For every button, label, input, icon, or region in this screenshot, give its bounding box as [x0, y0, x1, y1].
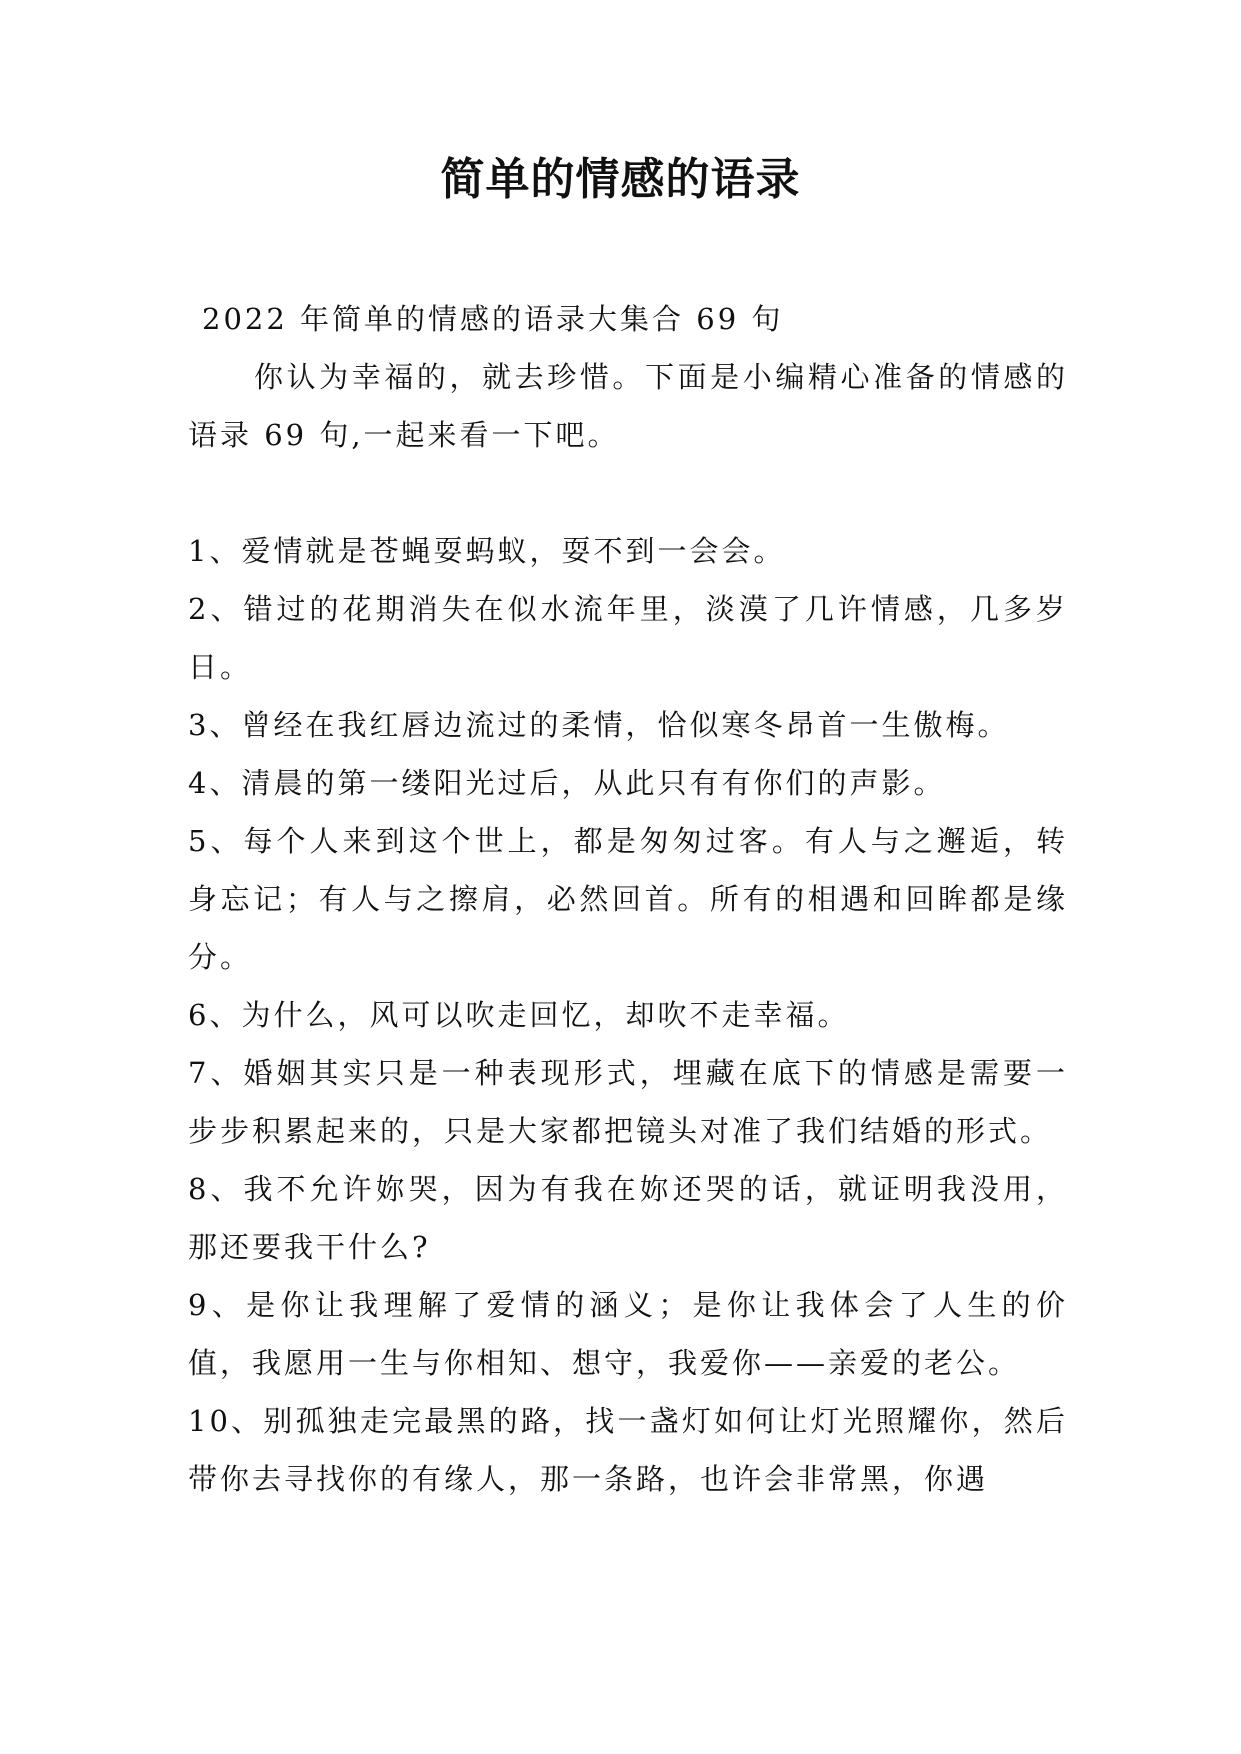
document-title: 简单的情感的语录 — [440, 154, 801, 205]
quote-entry-8: 8、我不允许妳哭，因为有我在妳还哭的话，就证明我没用，那还要我干什么? — [188, 1172, 1068, 1264]
quote-entry-3: 3、曾经在我红唇边流过的柔情，恰似寒冬昂首一生傲梅。 — [188, 708, 1010, 742]
quote-entry-2: 2、错过的花期消失在似水流年里，淡漠了几许情感，几多岁日。 — [188, 592, 1068, 684]
quote-entry-7: 7、婚姻其实只是一种表现形式，埋藏在底下的情感是需要一步步积累起来的，只是大家都把镜头对准了我们结婚的形式。 — [188, 1056, 1068, 1148]
quote-entry-5: 5、每个人来到这个世上，都是匆匆过客。有人与之邂逅，转身忘记；有人与之擦肩，必然回首。所有的相遇和回眸都是缘分。 — [188, 824, 1068, 974]
paragraph-spacer — [188, 464, 1068, 522]
quote-entry-1: 1、爱情就是苍蝇耍蚂蚁，耍不到一会会。 — [188, 534, 786, 568]
quote-entry-4: 4、清晨的第一缕阳光过后，从此只有有你们的声影。 — [188, 766, 946, 800]
quote-entry-6: 6、为什么，风可以吹走回忆，却吹不走幸福。 — [188, 998, 850, 1032]
quote-entry-10: 10、别孤独走完最黑的路，找一盏灯如何让灯光照耀你，然后带你去寻找你的有缘人，那一条路，也许会非常黑，你遇 — [188, 1404, 1068, 1496]
document-body — [188, 290, 1068, 1508]
document-subtitle: 2022 年简单的情感的语录大集合 69 句 — [202, 302, 784, 336]
intro-paragraph: 你认为幸福的，就去珍惜。下面是小编精心准备的情感的语录 69 句,一起来看一下吧。 — [188, 360, 1068, 452]
quote-entry-9: 9、是你让我理解了爱情的涵义；是你让我体会了人生的价值，我愿用一生与你相知、想守，我爱你——亲爱的老公。 — [188, 1288, 1068, 1380]
